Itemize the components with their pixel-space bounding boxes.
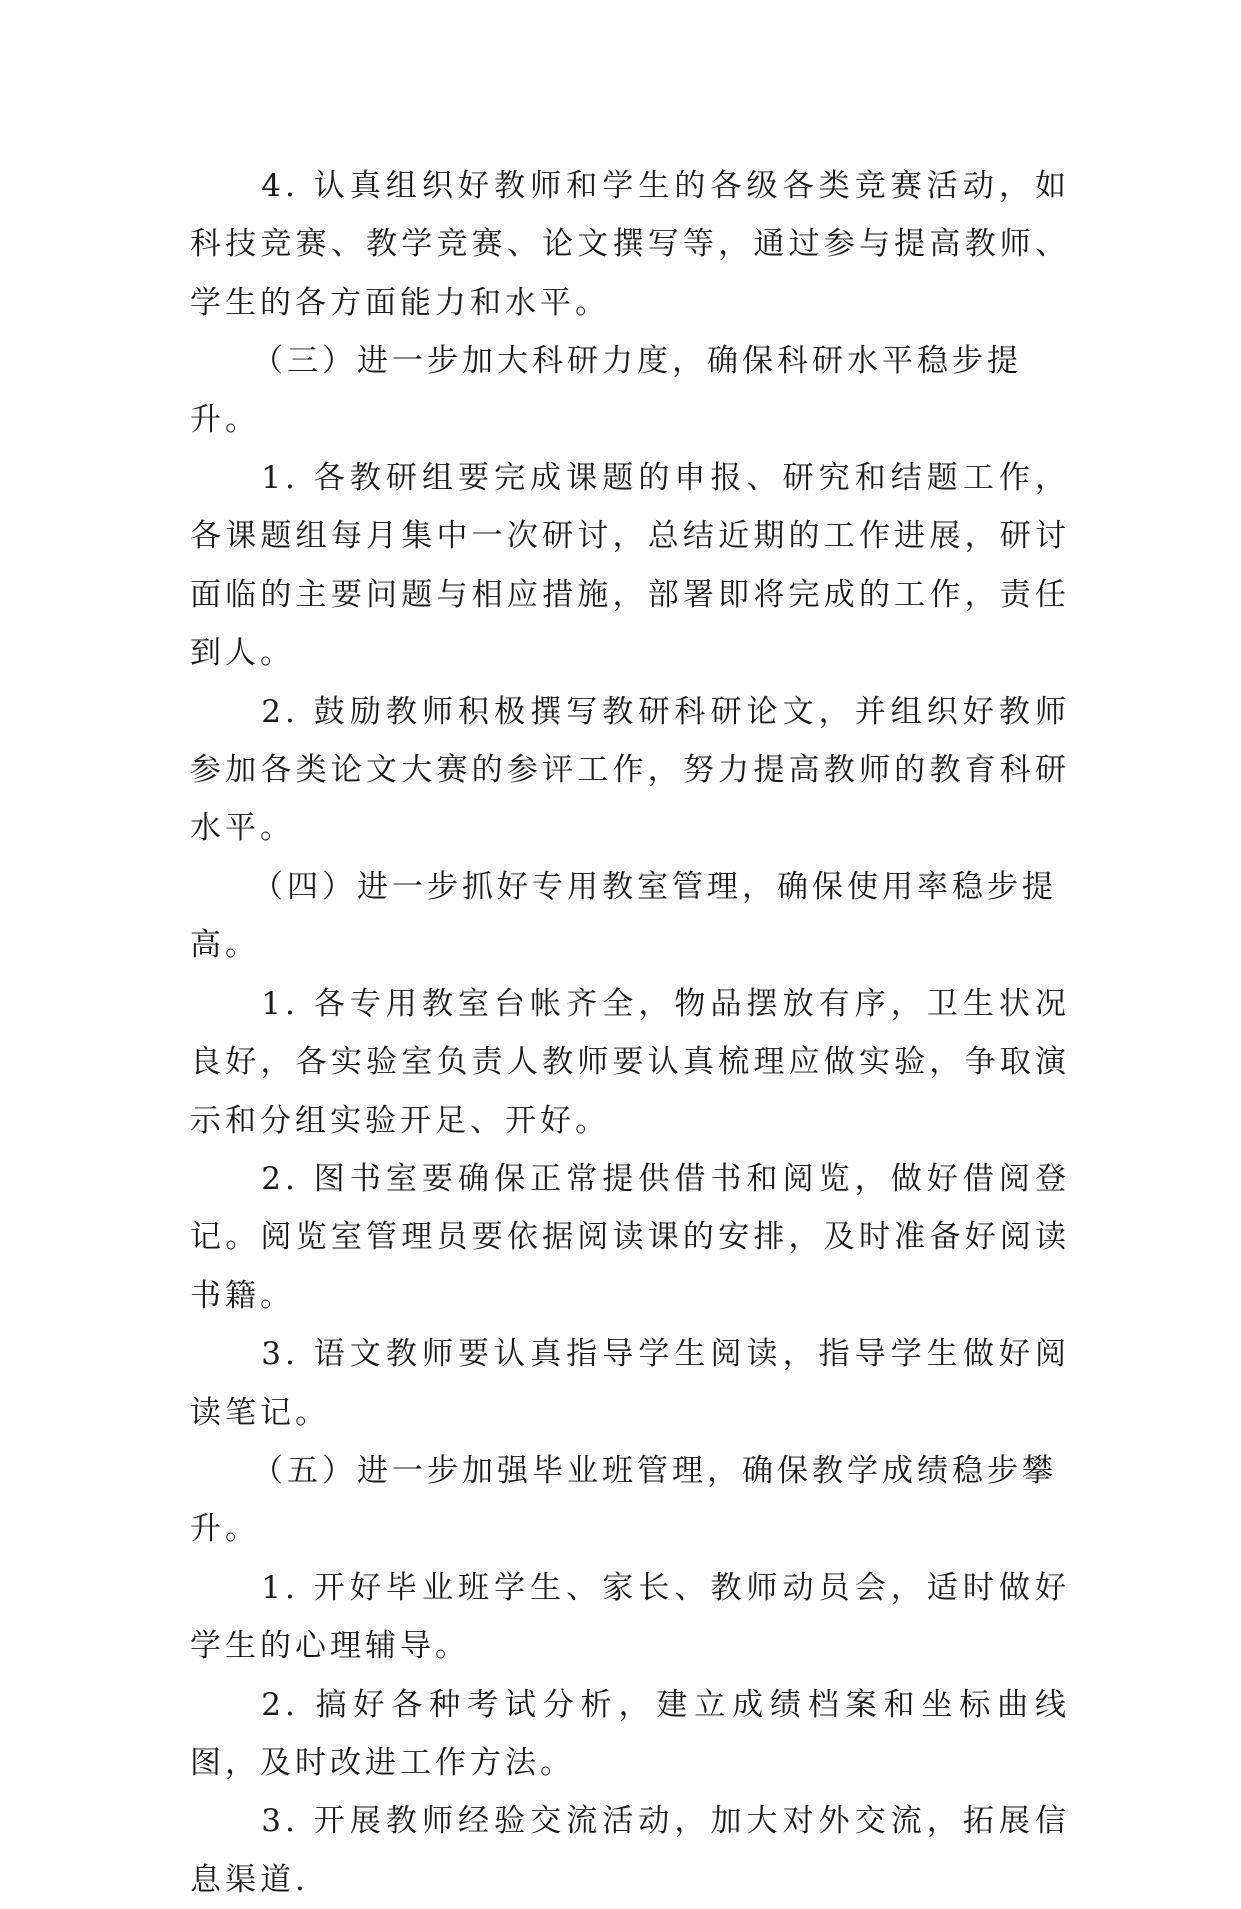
paragraph-exchange: 3. 开展教师经验交流活动，加大对外交流，拓展信息渠道. [190, 1803, 1070, 1898]
document-body [190, 157, 1070, 1909]
paragraph-exam-analysis: 2. 搞好各种考试分析，建立成绩档案和坐标曲线图，及时改进工作方法。 [190, 1686, 1070, 1781]
paragraph-reading-guidance: 3. 语文教师要认真指导学生阅读，指导学生做好阅读笔记。 [190, 1336, 1070, 1431]
paragraph-competitions: 4. 认真组织好教师和学生的各级各类竞赛活动，如科技竞赛、教学竞赛、论文撰写等，通过参与提高教师、学生的各方面能力和水平。 [190, 168, 1070, 321]
paragraph-mobilization: 1. 开好毕业班学生、家长、教师动员会，适时做好学生的心理辅导。 [190, 1569, 1070, 1665]
section-heading-graduation: （五）进一步加强毕业班管理，确保教学成绩稳步攀升。 [190, 1452, 1057, 1548]
section-heading-research: （三）进一步加大科研力度，确保科研水平稳步提升。 [190, 343, 1022, 438]
section-heading-classrooms: （四）进一步抓好专用教室管理，确保使用率稳步提高。 [190, 868, 1057, 964]
paragraph-classroom-ledgers: 1. 各专用教室台帐齐全，物品摆放有序，卫生状况良好，各实验室负责人教师要认真梳理应做实验，争取演示和分组实验开足、开好。 [190, 985, 1070, 1139]
paragraph-library: 2. 图书室要确保正常提供借书和阅览，做好借阅登记。阅览室管理员要依据阅读课的安排，及时准备好阅读书籍。 [190, 1160, 1070, 1314]
paragraph-research-papers: 2. 鼓励教师积极撰写教研科研论文，并组织好教师参加各类论文大赛的参评工作，努力提高教师的教育科研水平。 [190, 693, 1070, 847]
paragraph-research-topics: 1. 各教研组要完成课题的申报、研究和结题工作，各课题组每月集中一次研讨，总结近期的工作进展，研讨面临的主要问题与相应措施，部署即将完成的工作，责任到人。 [190, 460, 1070, 672]
